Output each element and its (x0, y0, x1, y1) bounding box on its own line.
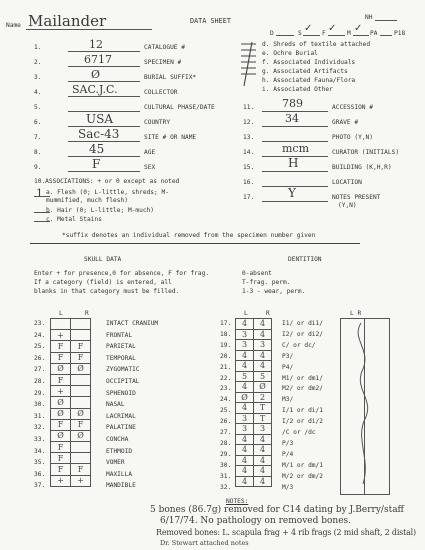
skull-row-label: ZYGOMATIC (106, 366, 140, 374)
field-num: 8. (34, 149, 42, 156)
assoc-item: d. Shreds of textile attached (262, 41, 371, 48)
skull-row-label: OCCIPITAL (106, 378, 140, 385)
skull-cell-l: F (51, 374, 71, 385)
dent-cell-l: 4 (236, 445, 254, 456)
dent-row (236, 476, 272, 487)
skull-row-label: PARIETAL (106, 343, 136, 351)
country-value: USA (86, 112, 113, 126)
dent-cell-l: 3 (236, 424, 254, 435)
skull-cell-l: + (51, 330, 71, 341)
notes-present-label: NOTES PRESENT (332, 194, 381, 201)
dent-row-num: 17. (220, 320, 232, 327)
dent-cell-r: 3 (254, 424, 272, 435)
skull-cell-r: Ø (71, 363, 91, 374)
skull-cell-r (71, 319, 91, 330)
dent-cell-l: 4 (236, 476, 254, 487)
dent-cell-r: 4 (254, 476, 272, 487)
skull-row-label: LACRIMAL (106, 412, 136, 420)
skull-row-num: 36. (34, 470, 46, 478)
grave-label: GRAVE # (332, 119, 359, 126)
dent-chart-header: L R (350, 310, 362, 317)
skull-header-r: R (85, 310, 89, 317)
skull-row (51, 319, 91, 330)
skull-cell-l: F (51, 352, 71, 363)
field-num: 3. (34, 74, 42, 81)
dent-row-label: P3/ (282, 352, 294, 360)
dent-row (236, 371, 272, 382)
building-value: H (288, 156, 299, 170)
photo-label: PHOTO (Y,N) (332, 134, 373, 141)
dent-cell-l: 4 (236, 382, 254, 393)
sheet-code: P18 (394, 30, 406, 37)
age-label: AGE (144, 149, 156, 156)
dent-row-label: I2/ or di2/ (282, 330, 323, 338)
dent-cell-l: 3 (236, 413, 254, 424)
skull-title: SKULL DATA (84, 256, 122, 263)
dent-row-num: 24. (220, 396, 232, 404)
instruction-line: If a category (field) is entered, all (34, 279, 172, 286)
skull-cell-l: + (51, 475, 71, 486)
dent-cell-r: 4 (254, 361, 272, 372)
specimen-label: SPECIMEN # (144, 59, 182, 66)
skull-row (51, 341, 91, 352)
field-num: 11. (243, 104, 255, 111)
skull-cell-l: F (51, 341, 71, 352)
pa-label: PA (370, 30, 378, 37)
name-value: Mailander (28, 12, 107, 30)
skull-cell-r (71, 442, 91, 453)
dent-row-label: I/2 or di/2 (282, 418, 323, 426)
check-s: ✓ (304, 23, 313, 34)
skull-cell-r: Ø (71, 408, 91, 419)
dentition-legend-line: 0-absent (242, 270, 272, 277)
field-num: 12. (243, 119, 255, 126)
skull-row-label: TEMPORAL (106, 354, 136, 362)
dent-cell-r: 4 (254, 434, 272, 445)
dent-row-num: 25. (220, 407, 232, 415)
skull-row-num: 29. (34, 389, 46, 397)
dent-header-r: R (266, 310, 270, 317)
dent-cell-l: 3 (236, 329, 254, 340)
dent-row-label: M/3 (282, 483, 294, 491)
dent-row-num: 19. (220, 341, 232, 349)
location-label: LOCATION (332, 179, 362, 186)
skull-row (51, 430, 91, 441)
skull-row-num: 27. (34, 366, 46, 374)
skull-cell-r: F (71, 341, 91, 352)
s-label: S (298, 30, 302, 37)
m-label: M (347, 30, 351, 37)
dent-row (236, 329, 272, 340)
dent-row-num: 27. (220, 429, 232, 436)
dent-cell-r: T (254, 403, 272, 414)
skull-row-label: PALATINE (106, 424, 136, 432)
skull-cell-r (71, 374, 91, 385)
skull-row-num: 31. (34, 412, 46, 420)
associations-scribble (238, 40, 260, 92)
catalogue-label: CATALOGUE # (144, 44, 185, 51)
skull-row-label: NASAL (106, 401, 125, 409)
dent-cell-l: Ø (236, 392, 254, 403)
skull-cell-r: Ø (71, 430, 91, 441)
skull-cell-r (71, 330, 91, 341)
skull-row-label: MAXILLA (106, 470, 133, 478)
collector-label: COLLECTOR (144, 89, 178, 96)
curator-value: mcm (282, 142, 310, 155)
dent-row-label: I/1 or di/1 (282, 407, 323, 415)
skull-row (51, 408, 91, 419)
d-label: D (270, 30, 274, 37)
skull-cell-r (71, 386, 91, 397)
dent-row (236, 424, 272, 435)
accession-value: 789 (282, 97, 303, 110)
skull-row-label: VOMER (106, 459, 125, 467)
cultural-phase-label: CULTURAL PHASE/DATE (144, 104, 215, 111)
associations-title: 10.ASSOCIATIONS: + or 0 except as noted (34, 178, 180, 185)
skull-cell-r: + (71, 475, 91, 486)
skull-row-num: 37. (34, 482, 46, 490)
dent-row-num: 29. (220, 450, 232, 458)
dent-row-num: 30. (220, 461, 232, 469)
field-num: 17. (243, 194, 255, 201)
skull-row (51, 397, 91, 408)
dent-row (236, 382, 272, 393)
dent-cell-r: 4 (254, 319, 272, 330)
skull-row (51, 386, 91, 397)
name-label: Name (6, 22, 21, 29)
dent-row-label: M1/ or dm1/ (282, 374, 323, 382)
dent-row-num: 21. (220, 363, 232, 371)
skull-row-label: INTACT CRANIUM (106, 320, 159, 327)
skull-cell-l: F (51, 419, 71, 430)
dent-row-label: M/2 or dm/2 (282, 472, 323, 480)
dent-cell-r: 2 (254, 392, 272, 403)
skull-row (51, 330, 91, 341)
catalogue-value: 12 (89, 38, 103, 51)
burial-suffix-value: Ø (91, 68, 101, 81)
field-num: 5. (34, 104, 42, 111)
field-num: 14. (243, 149, 255, 156)
skull-row (51, 419, 91, 430)
check-m: ✓ (354, 23, 363, 34)
notes-line-1: 5 bones (86.7g) removed for C14 dating by J.Berry/staff (150, 505, 404, 515)
dent-cell-l: 4 (236, 361, 254, 372)
dent-row-label: P/4 (282, 450, 294, 458)
dent-row-num: 32. (220, 483, 232, 491)
building-label: BUILDING (K,H,R) (332, 164, 392, 171)
skull-cell-r: F (71, 464, 91, 475)
skull-row-num: 26. (34, 354, 46, 362)
skull-cell-l: Ø (51, 430, 71, 441)
assoc-item: f. Associated Individuals (262, 59, 356, 66)
skull-row-label: ETHMOID (106, 447, 133, 455)
skull-row-num: 35. (34, 459, 46, 467)
association-c-line: c. Metal Stains (46, 216, 102, 223)
assoc-item: i. Associated Other (262, 86, 333, 93)
association-b-line: b. Hair (0; L-little; M-much) (46, 207, 155, 214)
sex-value: F (92, 157, 101, 171)
skull-header-l: L (59, 310, 63, 317)
skull-row-label: MANDIBLE (106, 482, 136, 490)
dent-cell-r: 4 (254, 445, 272, 456)
site-label: SITE # OR NAME (144, 134, 197, 141)
dent-cell-r: 4 (254, 350, 272, 361)
assoc-item: h. Associated Fauna/Flora (262, 77, 356, 84)
site-value: Sac-43 (78, 127, 120, 141)
burial-suffix-label: BURIAL SUFFIX* (144, 74, 197, 81)
field-num: 6. (34, 119, 42, 126)
notes-line-2: 6/17/74. No pathology on removed bones. (160, 516, 352, 526)
field-num: 15. (243, 164, 255, 171)
skull-cell-l: Ø (51, 363, 71, 374)
dent-row (236, 445, 272, 456)
association-a-line1: a. Flesh (0; L-little, shreds; M- (46, 189, 169, 196)
skull-cell-r (71, 453, 91, 464)
skull-cell-l: + (51, 386, 71, 397)
field-num: 9. (34, 164, 42, 171)
dent-row (236, 392, 272, 403)
dent-row-label: M3/ (282, 396, 294, 404)
skull-row-num: 25. (34, 343, 46, 351)
dent-row-label: /C or /dc (282, 429, 316, 436)
skull-row (51, 464, 91, 475)
assoc-item: e. Ochre Burial (262, 50, 318, 57)
dent-cell-r: Ø (254, 382, 272, 393)
dent-cell-r: T (254, 413, 272, 424)
dent-row-num: 31. (220, 472, 232, 480)
dent-cell-r: 4 (254, 455, 272, 466)
sheet-title: DATA SHEET (190, 17, 231, 25)
dent-row-num: 20. (220, 352, 232, 360)
skull-row (51, 374, 91, 385)
age-value: 45 (89, 142, 105, 156)
association-a-line2: mummified, much flesh) (46, 197, 128, 204)
skull-row-label: SPHENOID (106, 389, 136, 397)
dent-cell-l: 4 (236, 455, 254, 466)
check-f: ✓ (328, 23, 337, 34)
dent-row-label: I1/ or di1/ (282, 320, 323, 327)
dent-cell-l: 4 (236, 466, 254, 477)
dent-row-label: P4/ (282, 363, 294, 371)
dent-header-l: L (244, 310, 248, 317)
skull-row-label: FRONTAL (106, 331, 133, 339)
dent-cell-r: 4 (254, 329, 272, 340)
notes-line-4: Dr. Stewart attached notes (160, 539, 249, 547)
skull-row-num: 28. (34, 378, 46, 385)
skull-row-num: 30. (34, 401, 46, 409)
skull-row-num: 24. (34, 331, 46, 339)
notes-yn-label: (Y,N) (338, 202, 357, 209)
dentition-legend-line: T-frag. perm. (242, 279, 291, 286)
dent-row-num: 28. (220, 439, 232, 447)
dental-wear-chart (340, 318, 390, 495)
skull-cell-r (71, 397, 91, 408)
skull-row-num: 23. (34, 320, 46, 327)
dent-row (236, 350, 272, 361)
suffix-note: *suffix denotes an individual removed from the specimen number given (62, 232, 316, 239)
dent-row (236, 361, 272, 372)
curator-label: CURATOR (INITIALS) (332, 149, 400, 156)
dent-cell-l: 4 (236, 350, 254, 361)
skull-cell-r: F (71, 352, 91, 363)
field-num: 4. (34, 89, 42, 96)
field-num: 2. (34, 59, 42, 66)
skull-cell-r: F (71, 419, 91, 430)
skull-row-num: 34. (34, 447, 46, 455)
dent-row-label: M2/ or dm2/ (282, 385, 323, 393)
dent-cell-l: 3 (236, 340, 254, 351)
dent-row (236, 403, 272, 414)
dent-row-num: 26. (220, 418, 232, 426)
skull-cell-l (51, 319, 71, 330)
dent-row (236, 413, 272, 424)
skull-row (51, 442, 91, 453)
field-num: 1. (34, 44, 42, 51)
dent-row-num: 23. (220, 385, 232, 393)
dent-row-label: M/1 or dm/1 (282, 461, 323, 469)
skull-row (51, 475, 91, 486)
assoc-item: g. Associated Artifacts (262, 68, 348, 75)
notes-label: NOTES: (226, 498, 249, 505)
wear-curve (341, 319, 389, 494)
dent-cell-l: 4 (236, 319, 254, 330)
dent-cell-l: 4 (236, 434, 254, 445)
skull-row-label: CONCHA (106, 436, 129, 443)
association-a-value: 1 (36, 187, 43, 200)
dent-cell-r: 3 (254, 340, 272, 351)
field-num: 16. (243, 179, 255, 186)
accession-label: ACCESSION # (332, 104, 373, 111)
skull-cell-l: Ø (51, 397, 71, 408)
collector-value: SAC.J.C. (72, 83, 118, 96)
dent-cell-r: 4 (254, 466, 272, 477)
skull-cell-l: F (51, 453, 71, 464)
dentition-title: DENTITION (288, 256, 322, 263)
dent-row-label: C/ or dc/ (282, 341, 316, 349)
field-num: 7. (34, 134, 42, 141)
grave-value: 34 (285, 112, 299, 125)
skull-row-num: 33. (34, 436, 46, 443)
dent-row (236, 319, 272, 330)
dent-row-label: P/3 (282, 439, 294, 447)
skull-row (51, 453, 91, 464)
dent-row-num: 22. (220, 374, 232, 382)
field-num: 13. (243, 134, 255, 141)
dent-cell-l: 4 (236, 403, 254, 414)
specimen-value: 6717 (84, 53, 112, 66)
skull-cell-l: Ø (51, 408, 71, 419)
country-label: COUNTRY (144, 119, 171, 126)
sex-label: SEX (144, 164, 156, 171)
f-label: F (322, 30, 326, 37)
skull-row-num: 32. (34, 424, 46, 432)
dent-row (236, 466, 272, 477)
skull-cell-l: F (51, 442, 71, 453)
notes-line-3: Removed bones: L. scapula frag + 4 rib frags (2 mid shaft, 2 distal) (156, 528, 416, 537)
dentition-table (235, 318, 272, 487)
skull-cell-l: F (51, 464, 71, 475)
dentition-legend-line: 1-3 - wear, perm. (242, 288, 306, 295)
skull-row (51, 352, 91, 363)
skull-table (50, 318, 91, 487)
dent-row-num: 18. (220, 330, 232, 338)
skull-row (51, 363, 91, 374)
instruction-line: blanks in that category must be filled. (34, 288, 180, 295)
dent-row (236, 455, 272, 466)
dent-cell-l: 5 (236, 371, 254, 382)
dent-row (236, 340, 272, 351)
dent-cell-r: 5 (254, 371, 272, 382)
notes-present-value: Y (288, 186, 296, 200)
nh-label: NH (365, 14, 373, 21)
dent-row (236, 434, 272, 445)
instruction-line: Enter + for presence,0 for absence, F for frag. (34, 270, 210, 277)
